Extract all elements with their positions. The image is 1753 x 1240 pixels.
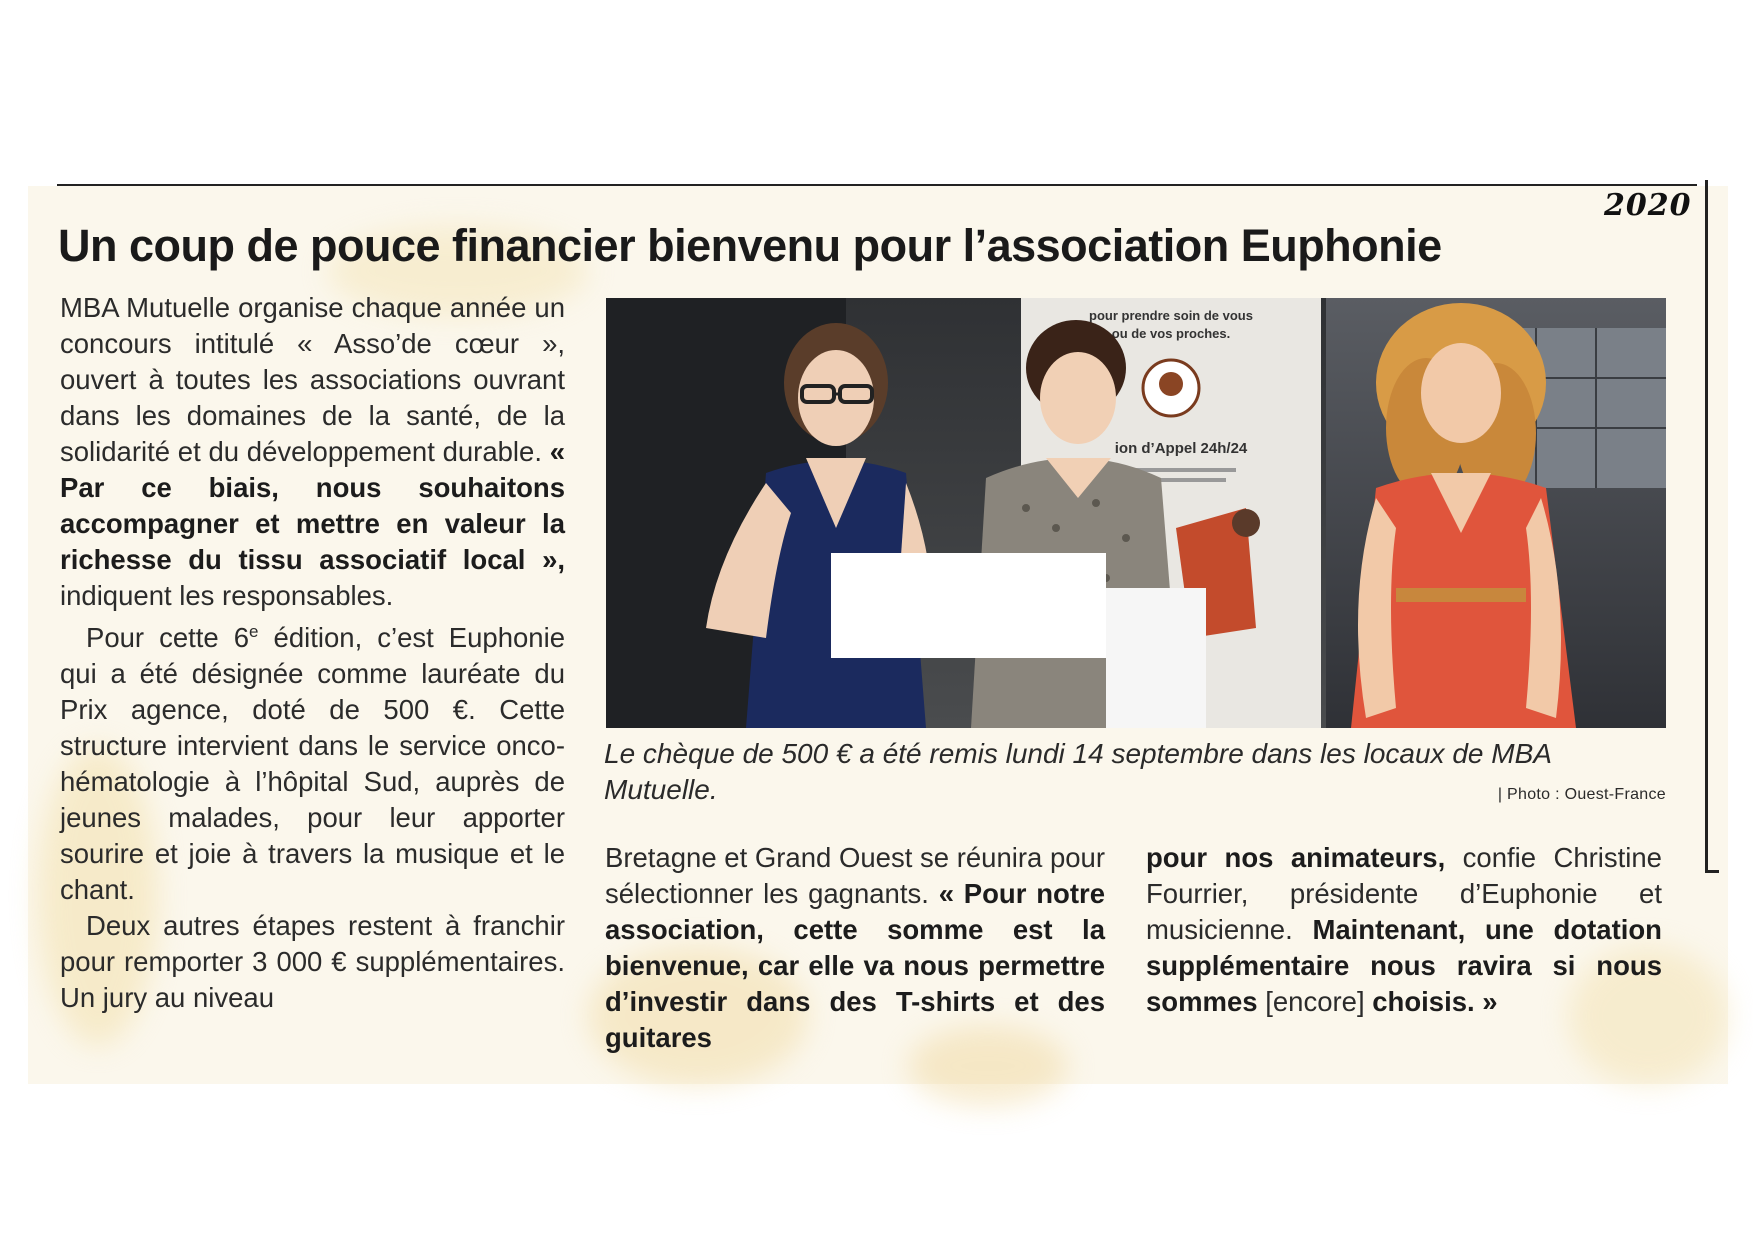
photo-credit: | Photo : Ouest-France	[1497, 786, 1666, 803]
article-column-right	[1146, 840, 1662, 1020]
right-rule	[1705, 180, 1708, 872]
right-rule-foot	[1705, 870, 1719, 873]
paragraph: Bretagne et Grand Ouest se réunira pour sélectionner les gagnants. « Pour notre association, cette somme est la bienvenue, car elle va nous permettre d’investir dans des T-shirts et des guitares	[605, 842, 1106, 1053]
paragraph: Pour cette 6e édition, c’est Euphonie qui a été désignée comme lauréate du Prix agence, doté de 500 €. Cette structure intervient dans le service onco-hématologie à l’hôpital Sud, auprès de jeunes malades, pour leur apporter sourire et joie à travers la musique et le chant.	[60, 622, 565, 906]
handwritten-year: 2020	[1604, 188, 1692, 223]
paragraph: MBA Mutuelle organise chaque année un concours intitulé « Asso’de cœur », ouvert à toutes les associations ouvrant dans les domaines de la santé, de la solidarité et du développement durable. « Par ce biais, nous souhaitons accompagner et mettre en valeur la richesse du tissu associatif local », indiquent les responsables.	[60, 292, 565, 611]
top-rule	[57, 184, 1697, 186]
article-headline: Un coup de pouce financier bienvenu pour l’association Euphonie	[58, 220, 1442, 271]
photo-caption: Le chèque de 500 € a été remis lundi 14 septembre dans les locaux de MBA Mutuelle.	[604, 738, 1551, 805]
article-column-middle	[605, 840, 1105, 1056]
poster-text: ion d’Appel 24h/24	[1114, 440, 1248, 457]
paragraph: pour nos animateurs, confie Christine Fourrier, présidente d’Euphonie et musicienne. Maintenant, une dotation supplémentaire nous ravira si nous sommes [encore] choisis. »	[1146, 842, 1662, 1017]
photo-illustration	[606, 298, 1666, 728]
paragraph: Deux autres étapes restent à franchir pour remporter 3 000 € supplémentaires. Un jury au niveau	[60, 910, 565, 1014]
article-photo	[606, 298, 1666, 728]
article-column-left	[60, 290, 565, 1016]
poster-text: ou de vos proches.	[1111, 326, 1231, 341]
poster-text: pour prendre soin de vous	[1089, 308, 1253, 323]
